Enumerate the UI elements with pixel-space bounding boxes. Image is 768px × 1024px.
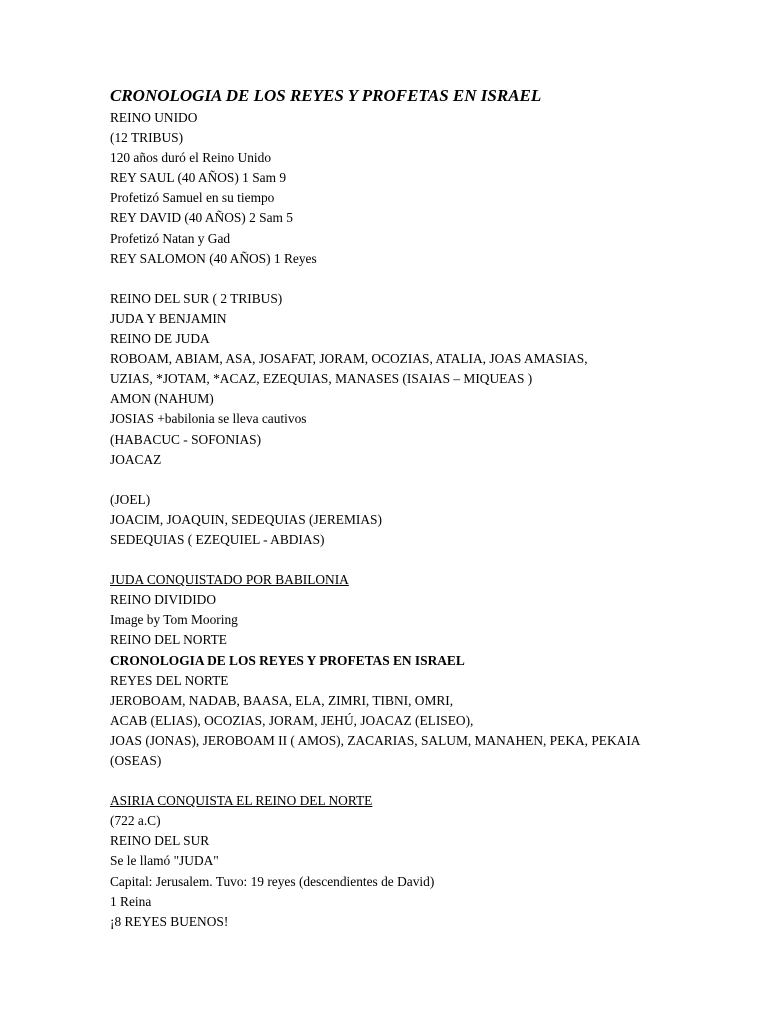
document-body: [110, 108, 740, 932]
text-line: REY SAUL (40 AÑOS) 1 Sam 9: [110, 170, 287, 186]
text-line: REY SALOMON (40 AÑOS) 1 Reyes: [110, 250, 317, 266]
text-line: REINO UNIDO: [110, 110, 198, 125]
text-line: JOACIM, JOAQUIN, SEDEQUIAS (JEREMIAS): [110, 511, 382, 527]
bold-heading: CRONOLOGIA DE LOS REYES Y PROFETAS EN ISRAEL: [110, 652, 465, 668]
text-line: JOACAZ: [110, 451, 162, 467]
text-line: Profetizó Natan y Gad: [110, 230, 231, 246]
text-line: UZIAS, *JOTAM, *ACAZ, EZEQUIAS, MANASES (ISAIAS – MIQUEAS ): [110, 371, 533, 387]
text-line: AMON (NAHUM): [110, 391, 214, 407]
blank-line: [110, 771, 740, 791]
text-line: (722 a.C): [110, 813, 161, 829]
text-line: SEDEQUIAS ( EZEQUIEL - ABDIAS): [110, 531, 325, 547]
blank-line: [110, 269, 740, 289]
text-line: REINO DEL SUR: [110, 833, 210, 849]
text-line: 120 años duró el Reino Unido: [110, 150, 272, 166]
text-line: ROBOAM, ABIAM, ASA, JOSAFAT, JORAM, OCOZIAS, ATALIA, JOAS AMASIAS,: [110, 351, 588, 367]
text-line: Profetizó Samuel en su tiempo: [110, 190, 275, 206]
text-line: JOAS (JONAS), JEROBOAM II ( AMOS), ZACARIAS, SALUM, MANAHEN, PEKA, PEKAIA: [110, 732, 641, 748]
section-heading: ASIRIA CONQUISTA EL REINO DEL NORTE: [110, 793, 373, 809]
text-line: REINO DE JUDA: [110, 331, 210, 347]
document-title: CRONOLOGIA DE LOS REYES Y PROFETAS EN ISRAEL: [110, 86, 542, 105]
text-line: (12 TRIBUS): [110, 130, 184, 146]
text-line: REINO DEL SUR ( 2 TRIBUS): [110, 290, 283, 306]
text-line: Capital: Jerusalem. Tuvo: 19 reyes (descendientes de David): [110, 873, 435, 889]
text-line: ¡8 REYES BUENOS!: [110, 913, 229, 929]
blank-line: [110, 470, 740, 490]
text-line: (OSEAS): [110, 753, 162, 768]
text-line: REINO DIVIDIDO: [110, 592, 216, 608]
text-line: REYES DEL NORTE: [110, 672, 229, 688]
text-line: 1 Reina: [110, 893, 152, 909]
text-line: REINO DEL NORTE: [110, 632, 227, 648]
document-page: [110, 84, 740, 932]
text-line: Image by Tom Mooring: [110, 612, 238, 628]
text-line: (JOEL): [110, 491, 151, 507]
text-line: (HABACUC - SOFONIAS): [110, 431, 262, 447]
text-line: JOSIAS +babilonia se lleva cautivos: [110, 411, 307, 427]
text-line: JEROBOAM, NADAB, BAASA, ELA, ZIMRI, TIBNI, OMRI,: [110, 692, 454, 708]
text-line: ACAB (ELIAS), OCOZIAS, JORAM, JEHÚ, JOACAZ (ELISEO),: [110, 712, 474, 728]
text-line: JUDA Y BENJAMIN: [110, 310, 227, 326]
blank-line: [110, 550, 740, 570]
section-heading: JUDA CONQUISTADO POR BABILONIA: [110, 572, 349, 588]
text-line: REY DAVID (40 AÑOS) 2 Sam 5: [110, 210, 294, 226]
text-line: Se le llamó "JUDA": [110, 853, 219, 869]
